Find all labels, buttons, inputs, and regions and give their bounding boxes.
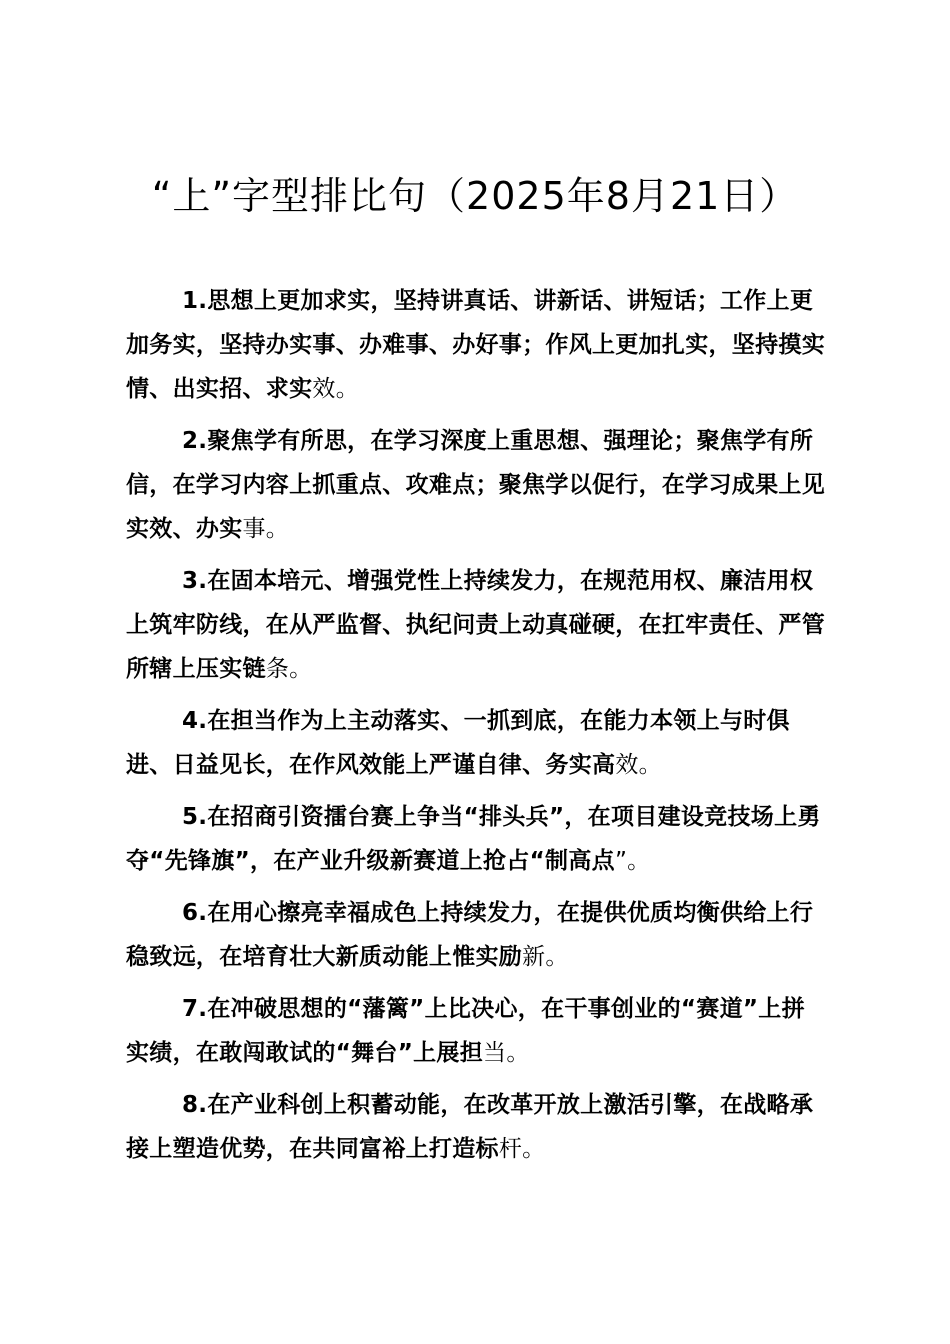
paragraph-6-text: 6.在用心擦亮幸福成色上持续发力，在提供优质均衡供给上行稳致远，在培育壮大新质动能上惟实励	[126, 900, 814, 970]
paragraph-3	[126, 559, 826, 691]
paragraph-7	[126, 987, 826, 1075]
paragraph-1	[126, 279, 826, 411]
paragraph-5	[126, 795, 826, 883]
paragraph-4	[126, 699, 826, 787]
paragraph-1-tail: 效。	[312, 376, 360, 402]
paragraph-6	[126, 891, 826, 979]
paragraph-3-tail: 条。	[265, 656, 313, 682]
paragraph-8-text: 8.在产业科创上积蓄动能，在改革开放上激活引擎，在战略承接上塑造优势，在共同富裕上打造标	[126, 1092, 814, 1162]
document-title: “上”字型排比句（2025年8月21日）	[151, 174, 799, 218]
paragraph-5-tail: ”。	[614, 848, 651, 874]
paragraph-7-text: 7.在冲破思想的“藩篱”上比决心，在干事创业的“赛道”上拼实绩，在敢闯敢试的“舞台”上展担	[126, 996, 805, 1066]
paragraph-4-text: 4.在担当作为上主动落实、一抓到底，在能力本领上与时俱进、日益见长，在作风效能上严谨自律、务实高	[126, 708, 790, 778]
paragraph-2-tail: 事。	[242, 516, 290, 542]
paragraph-3-text: 3.在固本培元、增强党性上持续发力，在规范用权、廉洁用权上筑牢防线，在从严监督、执纪问责上动真碰硬，在扛牢责任、严管所辖上压实链	[126, 568, 825, 682]
paragraph-2-text: 2.聚焦学有所思，在学习深度上重思想、强理论；聚焦学有所信，在学习内容上抓重点、攻难点；聚焦学以促行，在学习成果上见实效、办实	[126, 428, 825, 542]
paragraph-5-text: 5.在招商引资擂台赛上争当“排头兵”，在项目建设竞技场上勇夺“先锋旗”，在产业升级新赛道上抢占“制高点	[126, 804, 821, 874]
paragraph-4-tail: 效。	[615, 752, 662, 778]
paragraph-2	[126, 419, 826, 551]
paragraph-8	[126, 1083, 826, 1171]
paragraph-8-tail: 杆。	[498, 1136, 546, 1162]
document-body	[126, 279, 826, 1179]
paragraph-1-text: 1.思想上更加求实，坚持讲真话、讲新话、讲短话；工作上更加务实，坚持办实事、办难事、办好事；作风上更加扎实，坚持摸实情、出实招、求实	[126, 288, 825, 402]
paragraph-7-tail: 当。	[483, 1040, 530, 1066]
paragraph-6-tail: 新。	[522, 944, 569, 970]
